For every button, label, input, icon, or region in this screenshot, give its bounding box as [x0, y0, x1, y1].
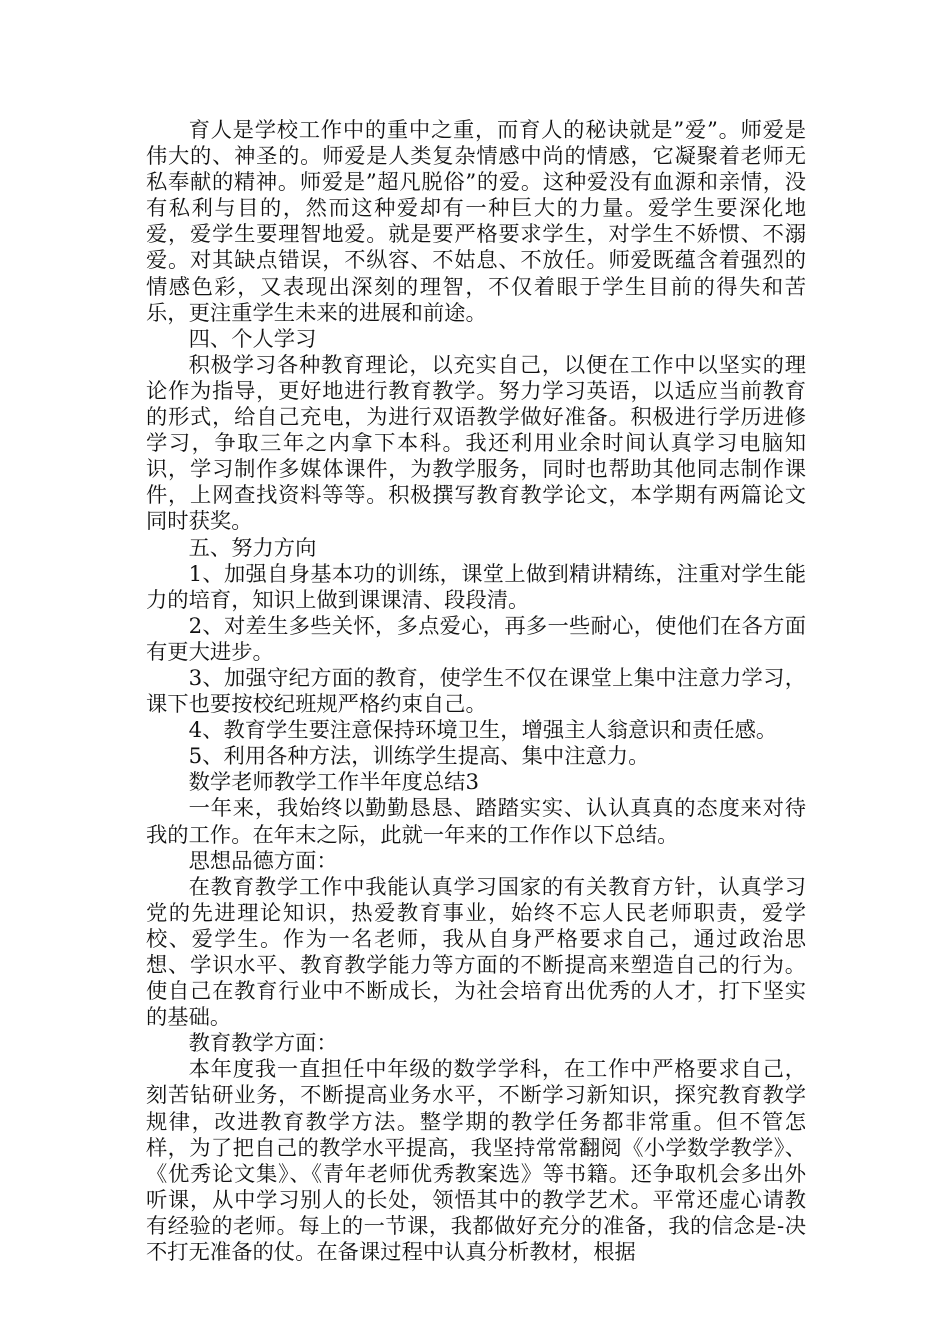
heading-personal-study: 四、个人学习: [188, 326, 317, 352]
paragraph-love-of-students: 育人是学校工作中的重中之重，而育人的秘诀就是”爱”。师爱是伟大的、神圣的。师爱是人类复杂情感中尚的情感，它凝聚着老师无私奉献的精神。师爱是”超凡脱俗”的爱。这种爱没有血源和亲情，没有私利与目的，然而这种爱却有一种巨大的力量。爱学生要深化地爱，爱学生要理智地爱。就是要严格要求学生，对学生不娇惯、不溺爱。对其缺点错误，不纵容、不姑息、不放任。师爱既蕴含着强烈的情感色彩，又表现出深刻的理智，不仅着眼于学生目前的得失和苦乐，更注重学生未来的进展和前途。: [146, 118, 806, 326]
heading-direction-of-effort: 五、努力方向: [188, 535, 317, 561]
document-body: [146, 118, 806, 1266]
paragraph-personal-study: 积极学习各种教育理论，以充实自己，以便在工作中以坚实的理论作为指导，更好地进行教育教学。努力学习英语，以适应当前教育的形式，给自己充电，为进行双语教学做好准备。积极进行学历进修学习，争取三年之内拿下本科。我还利用业余时间认真学习电脑知识，学习制作多媒体课件，为教学服务，同时也帮助其他同志制作课件，上网查找资料等等。积极撰写教育教学论文，本学期有两篇论文同时获奖。: [146, 352, 806, 535]
list-item-effort-3: 3、加强守纪方面的教育，使学生不仅在课堂上集中注意力学习，课下也要按校纪班规严格约束自己。: [146, 665, 806, 718]
paragraph-intro: 一年来，我始终以勤勤恳恳、踏踏实实、认认真真的态度来对待我的工作。在年末之际，此就一年来的工作作以下总结。: [146, 796, 806, 848]
list-item-effort-5: 5、利用各种方法，训练学生提高、集中注意力。: [188, 744, 650, 770]
list-item-effort-2: 2、对差生多些关怀，多点爱心，再多一些耐心，使他们在各方面有更大进步。: [146, 613, 806, 665]
list-item-effort-1: 1、加强自身基本功的训练，课堂上做到精讲精练，注重对学生能力的培育，知识上做到课课清、段段清。: [146, 561, 806, 613]
paragraph-ideology-morality: 在教育教学工作中我能认真学习国家的有关教育方针，认真学习党的先进理论知识，热爱教育事业，始终不忘人民老师职责，爱学校、爱学生。作为一名老师，我从自身严格要求自己，通过政治思想、学识水平、教育教学能力等方面的不断提高来塑造自己的行为。使自己在教育行业中不断成长，为社会培育出优秀的人才，打下坚实的基础。: [146, 874, 806, 1031]
section-title-summary-3: 数学老师教学工作半年度总结3: [188, 770, 480, 796]
heading-teaching: 教育教学方面：: [188, 1031, 338, 1057]
heading-ideology-morality: 思想品德方面：: [188, 848, 338, 874]
list-item-effort-4: 4、教育学生要注意保持环境卫生，增强主人翁意识和责任感。: [188, 718, 778, 744]
paragraph-teaching: 本年度我一直担任中年级的数学学科，在工作中严格要求自己，刻苦钻研业务，不断提高业务水平，不断学习新知识，探究教育教学规律，改进教育教学方法。整学期的教学任务都非常重。但不管怎样，为了把自己的教学水平提高，我坚持常常翻阅《小学数学教学》、《优秀论文集》、《青年老师优秀教案选》等书籍。还争取机会多出外听课，从中学习别人的长处，领悟其中的教学艺术。平常还虚心请教有经验的老师。每上的一节课，我都做好充分的准备，我的信念是-决不打无准备的仗。在备课过程中认真分析教材，根据: [146, 1057, 806, 1266]
